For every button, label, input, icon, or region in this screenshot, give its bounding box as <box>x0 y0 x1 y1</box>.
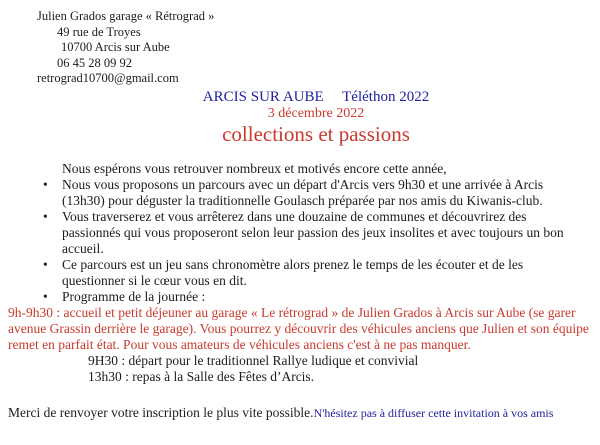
title-block <box>0 89 600 147</box>
schedule-line-repas: 13h30 : repas à la Salle des Fêtes d’Arcis. <box>88 368 315 384</box>
sender-address-block <box>0 0 600 87</box>
sender-city: 10700 Arcis sur Aube <box>61 40 170 54</box>
closing-note: N'hésitez pas à diffuser cette invitation à vos amis <box>313 405 554 420</box>
bullet-item-parcours: • Nous vous proposons un parcours avec un départ d'Arcis vers 9h30 et une arrivée à Arcis (13h30) pour déguster la traditionnelle Goulasch préparée par nos amis du Kiwanis-club. <box>62 177 578 209</box>
event-date: 3 décembre 2022 <box>267 105 365 121</box>
letter-body <box>0 161 600 421</box>
event-title: ARCIS SUR AUBE Téléthon 2022 <box>202 88 430 105</box>
bullet-list <box>0 177 578 305</box>
sender-phone: 06 45 28 09 92 <box>57 55 132 70</box>
closing-line <box>8 405 592 421</box>
sender-street: 49 rue de Troyes <box>57 24 141 39</box>
bullet-item-communes: • Vous traverserez et vous arrêterez dans une douzaine de communes et découvrirez des passionnés qui vous proposeront selon leur passion des jeux insolites et avec toujours un bon accueil. <box>62 209 578 257</box>
bullet-item-jeu: • Ce parcours est un jeu sans chronomètre alors prenez le temps de les écouter et de les questionner si le cœur vous en dit. <box>62 257 578 289</box>
closing-request: Merci de renvoyer votre inscription le plus vite possible. <box>8 404 314 420</box>
bullet-item-programme: • Programme de la journée : <box>62 289 578 305</box>
event-subtitle: collections et passions <box>222 121 410 146</box>
sender-email: retrograd10700@gmail.com <box>37 71 179 85</box>
schedule-line-depart: 9H30 : départ pour le traditionnel Rallye ludique et convivial <box>88 352 419 368</box>
intro-line: Nous espérons vous retrouver nombreux et motivés encore cette année, <box>62 160 447 176</box>
program-highlight-paragraph: 9h-9h30 : accueil et petit déjeuner au garage « Le rétrograd » de Julien Grados à Arcis sur Aube (se garer avenue Grassin derrière le garage). Vous pourrez y découvrir des véhicules anciens que Julien et son équipe remet en parfait état. Pour vous amateurs de véhicules anciens c'est à ne pas manquer. <box>8 304 589 352</box>
sender-name: Julien Grados garage « Rétrograd » <box>37 9 215 23</box>
